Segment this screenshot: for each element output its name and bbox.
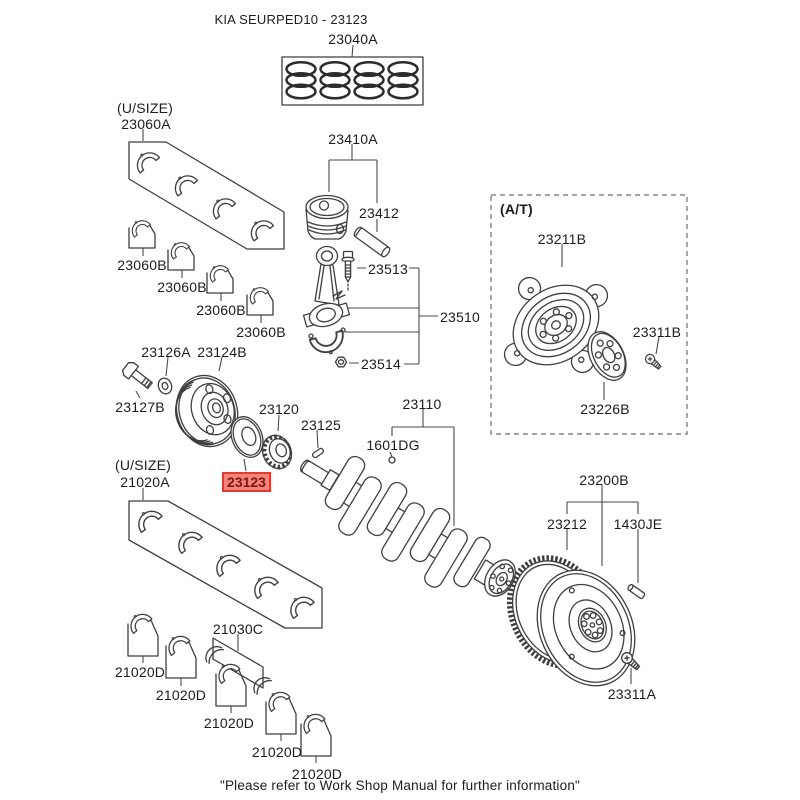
footer-note: "Please refer to Work Shop Manual for further information" — [219, 778, 581, 793]
timing-sprocket-drawing — [258, 431, 297, 473]
thrust-bearing-drawing — [205, 638, 274, 695]
part-label-23060A[interactable]: 23060A — [121, 116, 171, 132]
usize-label-lower: (U/SIZE) — [114, 457, 172, 473]
crankshaft-drawing — [299, 454, 522, 602]
part-label-23060B-1[interactable]: 23060B — [117, 257, 167, 273]
part-label-23212[interactable]: 23212 — [547, 516, 587, 532]
part-label-23510[interactable]: 23510 — [440, 309, 480, 325]
part-label-1430JE[interactable]: 1430JE — [613, 516, 663, 532]
part-label-1601DG[interactable]: 1601DG — [366, 437, 420, 453]
part-label-21020A[interactable]: 21020A — [120, 474, 170, 490]
drive-plate-bolt-drawing — [644, 353, 663, 372]
part-label-23211B[interactable]: 23211B — [537, 231, 587, 247]
flywheel-pin-drawing — [627, 584, 645, 600]
part-label-23410A[interactable]: 23410A — [328, 131, 378, 147]
part-label-23124B[interactable]: 23124B — [197, 344, 247, 360]
dowel-pin-drawing — [389, 457, 395, 463]
part-label-21020D-5[interactable]: 21020D — [291, 766, 343, 782]
pulley-washer-drawing — [156, 376, 174, 395]
piston-ring-set-drawing — [282, 57, 423, 105]
crank-bearing-set-drawing — [129, 501, 322, 628]
drive-plate-drawing — [474, 244, 639, 406]
pulley-bolt-drawing — [121, 360, 155, 392]
page-title: KIA SEURPED10 - 23123 — [214, 12, 368, 27]
part-label-23127B[interactable]: 23127B — [115, 399, 165, 415]
part-label-23126A[interactable]: 23126A — [141, 344, 191, 360]
at-section-label: (A/T) — [500, 201, 533, 217]
piston-pin-drawing — [353, 226, 392, 258]
part-label-23060B-2[interactable]: 23060B — [157, 279, 207, 295]
part-label-23200B[interactable]: 23200B — [579, 472, 629, 488]
part-label-23060B-3[interactable]: 23060B — [196, 302, 246, 318]
highlighted-part-callout-23123[interactable]: 23123 — [222, 472, 271, 492]
part-label-23226B[interactable]: 23226B — [580, 401, 630, 417]
part-label-21020D-4[interactable]: 21020D — [251, 744, 303, 760]
part-label-23311B[interactable]: 23311B — [632, 324, 682, 340]
part-label-23110[interactable]: 23110 — [402, 396, 442, 412]
part-label-21030C[interactable]: 21030C — [212, 621, 264, 637]
part-label-21020D-1[interactable]: 21020D — [114, 664, 166, 680]
rod-bolt-drawing — [342, 252, 354, 291]
part-label-23060B-4[interactable]: 23060B — [236, 324, 286, 340]
part-label-23120[interactable]: 23120 — [259, 401, 299, 417]
part-label-21020D-3[interactable]: 21020D — [203, 715, 255, 731]
woodruff-key-drawing — [312, 448, 325, 459]
part-label-23125[interactable]: 23125 — [301, 417, 341, 433]
part-label-23513[interactable]: 23513 — [368, 261, 408, 277]
connecting-rod-drawing — [304, 247, 350, 367]
usize-label-upper: (U/SIZE) — [116, 100, 174, 116]
part-label-21020D-2[interactable]: 21020D — [155, 687, 207, 703]
part-label-23040A[interactable]: 23040A — [328, 31, 378, 47]
main-bearing-set-drawing — [129, 142, 284, 249]
piston-drawing — [306, 196, 348, 240]
part-label-23311A[interactable]: 23311A — [607, 686, 657, 702]
part-label-23514[interactable]: 23514 — [361, 356, 401, 372]
part-label-23412[interactable]: 23412 — [359, 205, 399, 221]
